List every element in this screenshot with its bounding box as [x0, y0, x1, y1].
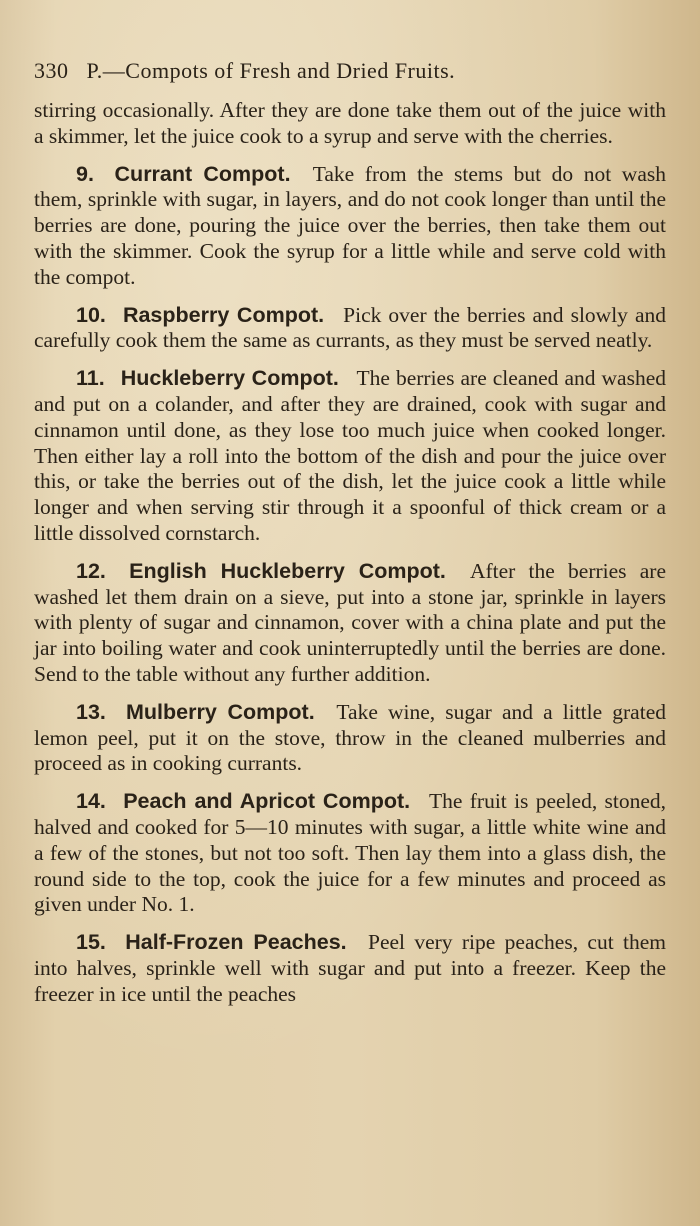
recipe-title: Peach and Apricot Compot. — [123, 789, 411, 814]
recipe-number: 11. — [76, 366, 105, 391]
recipe-number: 9. — [76, 161, 94, 186]
page-number: 330 — [34, 58, 69, 83]
recipe-entry-mulberry — [34, 700, 666, 777]
recipe-number: 13. — [76, 699, 106, 724]
recipe-title: Raspberry Compot. — [122, 302, 325, 327]
recipe-text: Take from the stems but do not wash them, sprinkle with sugar, in layers, and do not cook longer than until the berries are done, pouring the juice over the berries, then take them out with the skimmer. Cook the syrup for a little while and serve cold with the compot. — [34, 161, 666, 289]
recipe-text: After the berries are washed let them drain on a sieve, put into a stone jar, sprinkle in layers with plenty of sugar and cinnamon, cover with a china plate and put the jar into boiling water and cook uninterruptedly until the berries are done. Send to the table without any further addition. — [34, 558, 666, 686]
recipe-text: Take wine, sugar and a little grated lemon peel, put it on the stove, throw in the cleaned mulberries and proceed as in cooking currants. — [34, 699, 666, 776]
recipe-title: Currant Compot. — [114, 161, 291, 186]
recipe-entry-half-frozen-peaches — [34, 930, 666, 1007]
recipe-number: 15. — [76, 930, 106, 955]
running-head — [34, 58, 666, 84]
recipe-text: Pick over the berries and slowly and carefully cook them the same as currants, as they must be served neatly. — [34, 302, 666, 353]
recipe-number: 14. — [76, 789, 106, 814]
recipe-entry-currant — [34, 162, 666, 291]
recipe-entry-raspberry — [34, 303, 666, 355]
recipe-number: 10. — [76, 302, 106, 327]
continuation-paragraph: stirring occasionally. After they are done take them out of the juice with a skimmer, let the juice cook to a syrup and serve with the cherries. — [34, 98, 666, 148]
recipe-title: Half-Frozen Peaches. — [125, 930, 347, 955]
page-title: P.—Compots of Fresh and Dried Fruits. — [86, 58, 456, 83]
recipe-text: The berries are cleaned and washed and put on a colander, and after they are drained, cook with sugar and cinnamon until done, as they lose too much juice when cooked longer. Then either lay a roll into the bottom of the dish and pour the juice over this, or take the berries out of the dish, let the juice cook a little while longer and when serving stir through it a spoonful of thick cream or a little dissolved cornstarch. — [34, 366, 666, 545]
recipe-text: The fruit is peeled, stoned, halved and cooked for 5—10 minutes with sugar, a little white wine and a few of the stones, but not too soft. Then lay them into a glass dish, the round side to the top, cook the juice for a few minutes and proceed as given under No. 1. — [34, 789, 666, 917]
recipe-entry-peach-apricot — [34, 789, 666, 918]
recipe-entry-huckleberry — [34, 366, 666, 547]
recipe-text: Peel very ripe peaches, cut them into halves, sprinkle well with sugar and put into a freezer. Keep the freezer in ice until the peaches — [34, 930, 666, 1006]
recipe-title: Huckleberry Compot. — [120, 366, 339, 391]
recipe-title: Mulberry Compot. — [126, 699, 315, 724]
recipe-entry-english-huckleberry — [34, 559, 666, 688]
recipe-title: English Huckleberry Compot. — [129, 558, 446, 583]
recipe-number: 12. — [76, 558, 106, 583]
